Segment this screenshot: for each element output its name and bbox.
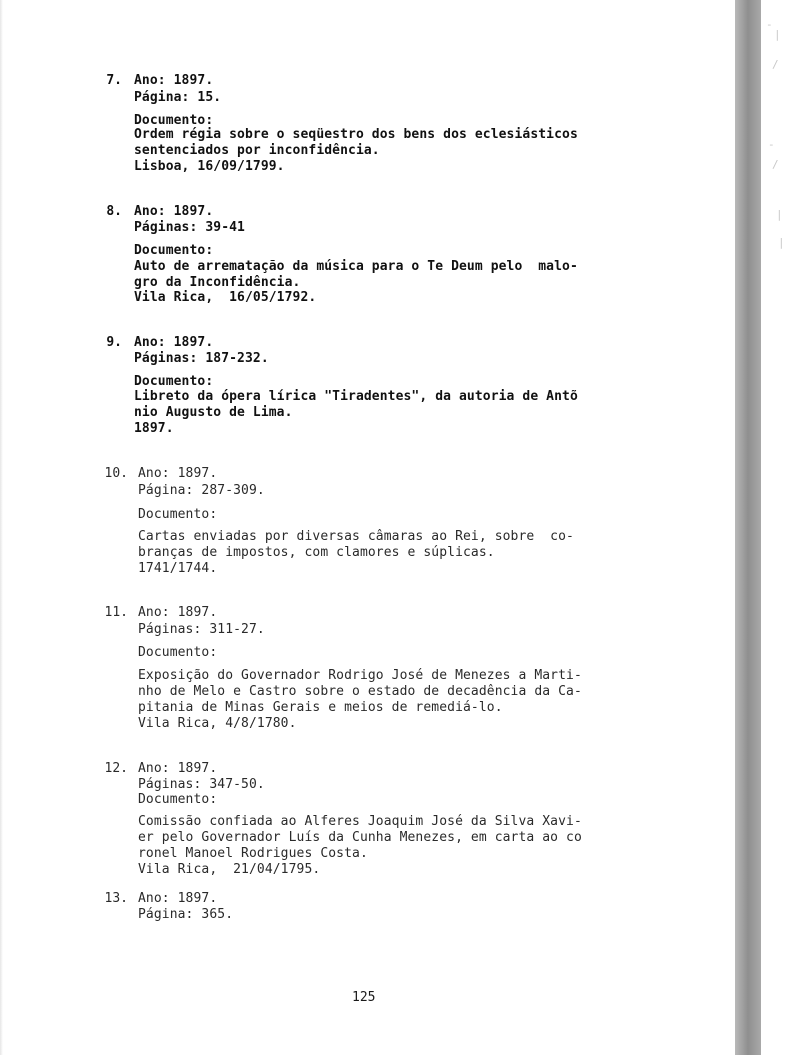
entry-pages: Páginas: 311-27.	[138, 622, 265, 637]
entry-year: Ano: 1897.	[138, 466, 218, 481]
document-line: nio Augusto de Lima.	[134, 405, 293, 420]
document-line: sentenciados por inconfidência.	[134, 143, 380, 158]
entry-number: 10.	[104, 466, 128, 481]
entry-pages: Páginas: 39-41	[134, 220, 245, 235]
document-line: 1897.	[134, 421, 174, 436]
entry-number: 9.	[106, 335, 122, 350]
entry-pages: Página: 15.	[134, 90, 222, 105]
document-line: Auto de arrematação da música para o Te Deum pelo malo-	[134, 259, 578, 274]
entry-year: Ano: 1897.	[138, 761, 218, 776]
margin-marks: - | / - / | |	[766, 18, 785, 249]
entry-number: 12.	[104, 761, 128, 776]
page-left-edge	[0, 0, 3, 1055]
document-label: Documento:	[138, 507, 218, 522]
entry-pages: Página: 287-309.	[138, 483, 265, 498]
entry-number: 7.	[106, 73, 122, 88]
entry-pages: Página: 365.	[138, 907, 234, 922]
document-line: Vila Rica, 4/8/1780.	[138, 716, 297, 731]
entry-year: Ano: 1897.	[138, 891, 218, 906]
entry-pages: Páginas: 347-50.	[138, 777, 265, 792]
document-line: Exposição do Governador Rodrigo José de Menezes a Marti-	[138, 668, 582, 683]
entry-number: 8.	[106, 204, 122, 219]
document-label: Documento:	[138, 645, 218, 660]
document-label: Documento:	[134, 113, 214, 128]
entry-year: Ano: 1897.	[134, 204, 214, 219]
document-line: branças de impostos, com clamores e súplicas.	[138, 545, 495, 560]
document-line: gro da Inconfidência.	[134, 275, 301, 290]
document-line: Lisboa, 16/09/1799.	[134, 159, 285, 174]
document-line: Ordem régia sobre o seqüestro dos bens dos eclesiásticos	[134, 127, 578, 142]
document-label: Documento:	[134, 374, 214, 389]
page-number: 125	[352, 990, 376, 1005]
document-line: nho de Melo e Castro sobre o estado de decadência da Ca-	[138, 684, 582, 699]
book-spine-shadow	[735, 0, 761, 1055]
entry-pages: Páginas: 187-232.	[134, 351, 269, 366]
document-label: Documento:	[138, 792, 218, 807]
document-line: Comissão confiada ao Alferes Joaquim José da Silva Xavi-	[138, 814, 582, 829]
document-line: er pelo Governador Luís da Cunha Menezes, em carta ao co	[138, 830, 582, 845]
document-line: pitania de Minas Gerais e meios de remediá-lo.	[138, 700, 503, 715]
document-line: Cartas enviadas por diversas câmaras ao Rei, sobre co-	[138, 529, 574, 544]
entry-year: Ano: 1897.	[134, 335, 214, 350]
entry-year: Ano: 1897.	[138, 605, 218, 620]
document-line: 1741/1744.	[138, 561, 218, 576]
entry-year: Ano: 1897.	[134, 73, 214, 88]
document-label: Documento:	[134, 243, 214, 258]
document-line: ronel Manoel Rodrigues Costa.	[138, 846, 368, 861]
document-line: Libreto da ópera lírica "Tiradentes", da autoria de Antõ	[134, 389, 578, 404]
document-line: Vila Rica, 21/04/1795.	[138, 862, 321, 877]
entry-number: 13.	[104, 891, 128, 906]
document-line: Vila Rica, 16/05/1792.	[134, 290, 317, 305]
entry-number: 11.	[104, 605, 128, 620]
